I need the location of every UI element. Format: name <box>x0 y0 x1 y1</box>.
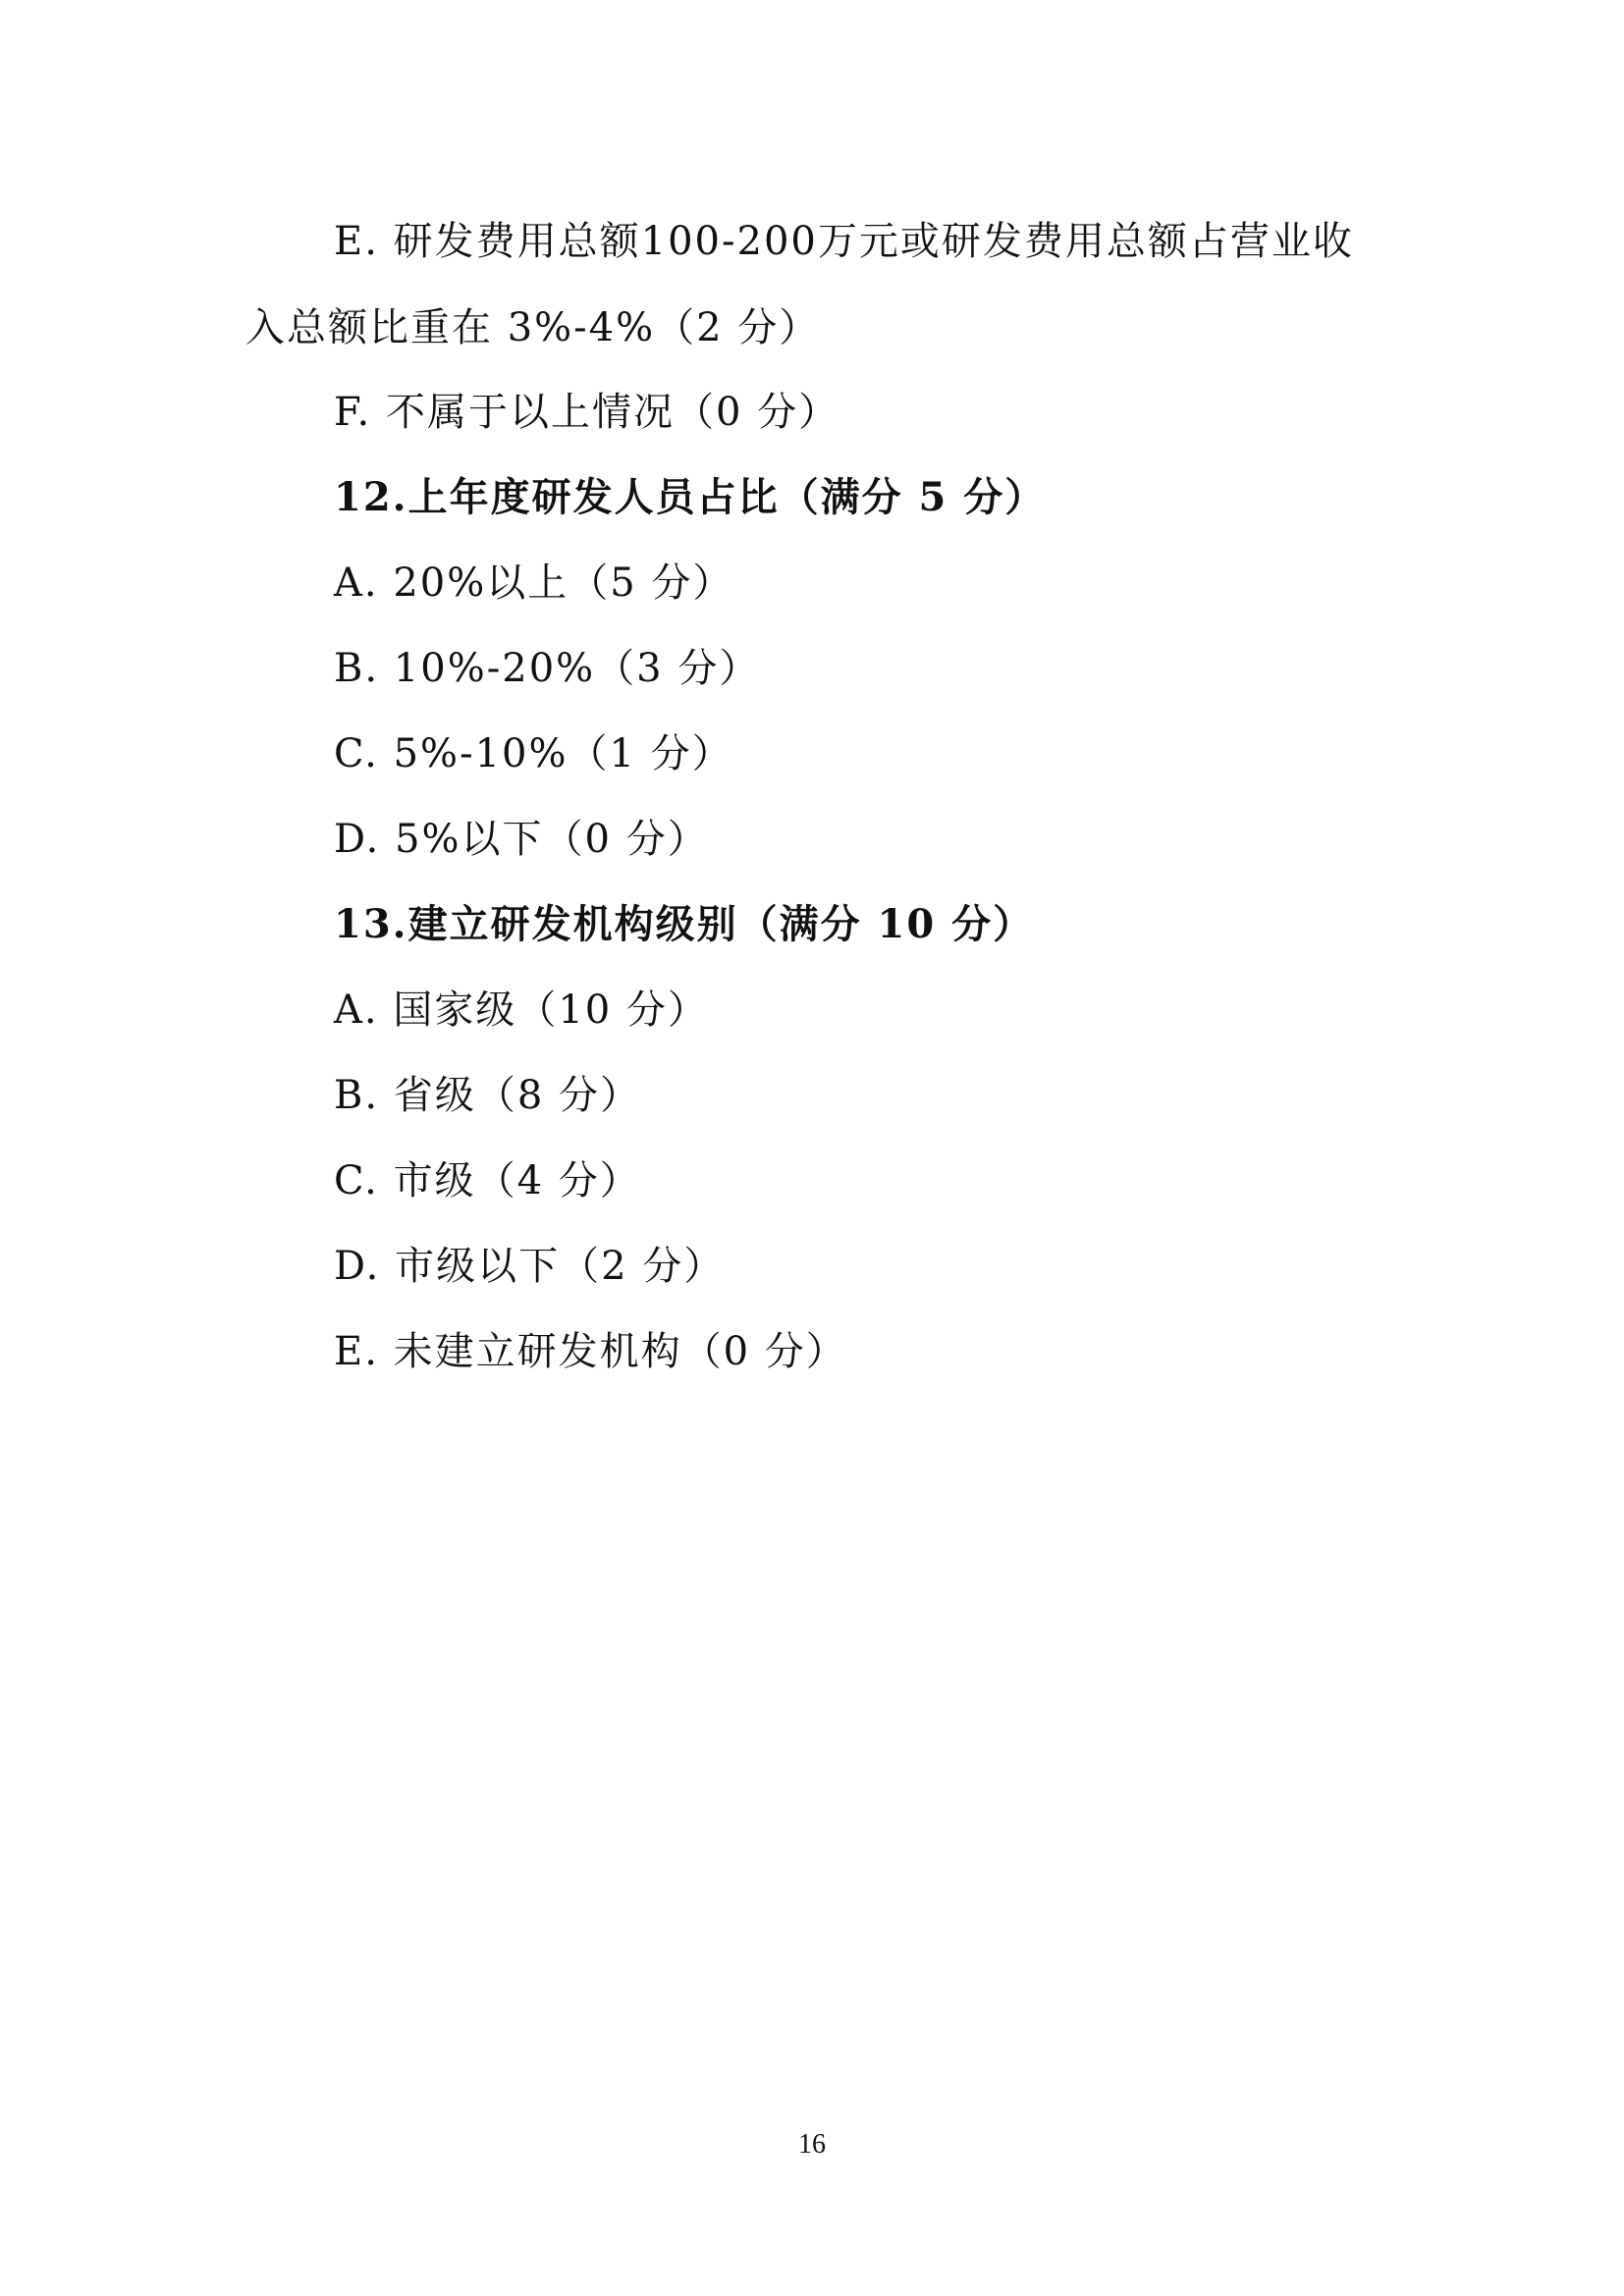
page-number: 16 <box>798 2129 826 2160</box>
option-e-line-2: 入总额比重在 3%-4%（2 分） <box>245 305 821 350</box>
section-13-option-a: A. 国家级（10 分） <box>334 988 709 1033</box>
section-13-option-c: C. 市级（4 分） <box>334 1158 641 1203</box>
option-e-line-1: E. 研发费用总额100-200万元或研发费用总额占营业收 <box>334 219 1354 264</box>
section-12-option-a: A. 20%以上（5 分） <box>334 561 734 606</box>
section-13-heading: 13.建立研发机构级别（满分 10 分） <box>334 901 1035 947</box>
section-12-option-d: D. 5%以下（0 分） <box>334 817 709 862</box>
option-f: F. 不属于以上情况（0 分） <box>334 390 840 435</box>
section-12-option-b: B. 10%-20%（3 分） <box>334 646 761 691</box>
section-13-option-b: B. 省级（8 分） <box>334 1073 641 1118</box>
section-13-option-d: D. 市级以下（2 分） <box>334 1244 726 1289</box>
section-12-option-c: C. 5%-10%（1 分） <box>334 731 733 776</box>
section-13-option-e: E. 未建立研发机构（0 分） <box>334 1329 847 1374</box>
section-12-heading: 12.上年度研发人员占比（满分 5 分） <box>334 474 1047 520</box>
